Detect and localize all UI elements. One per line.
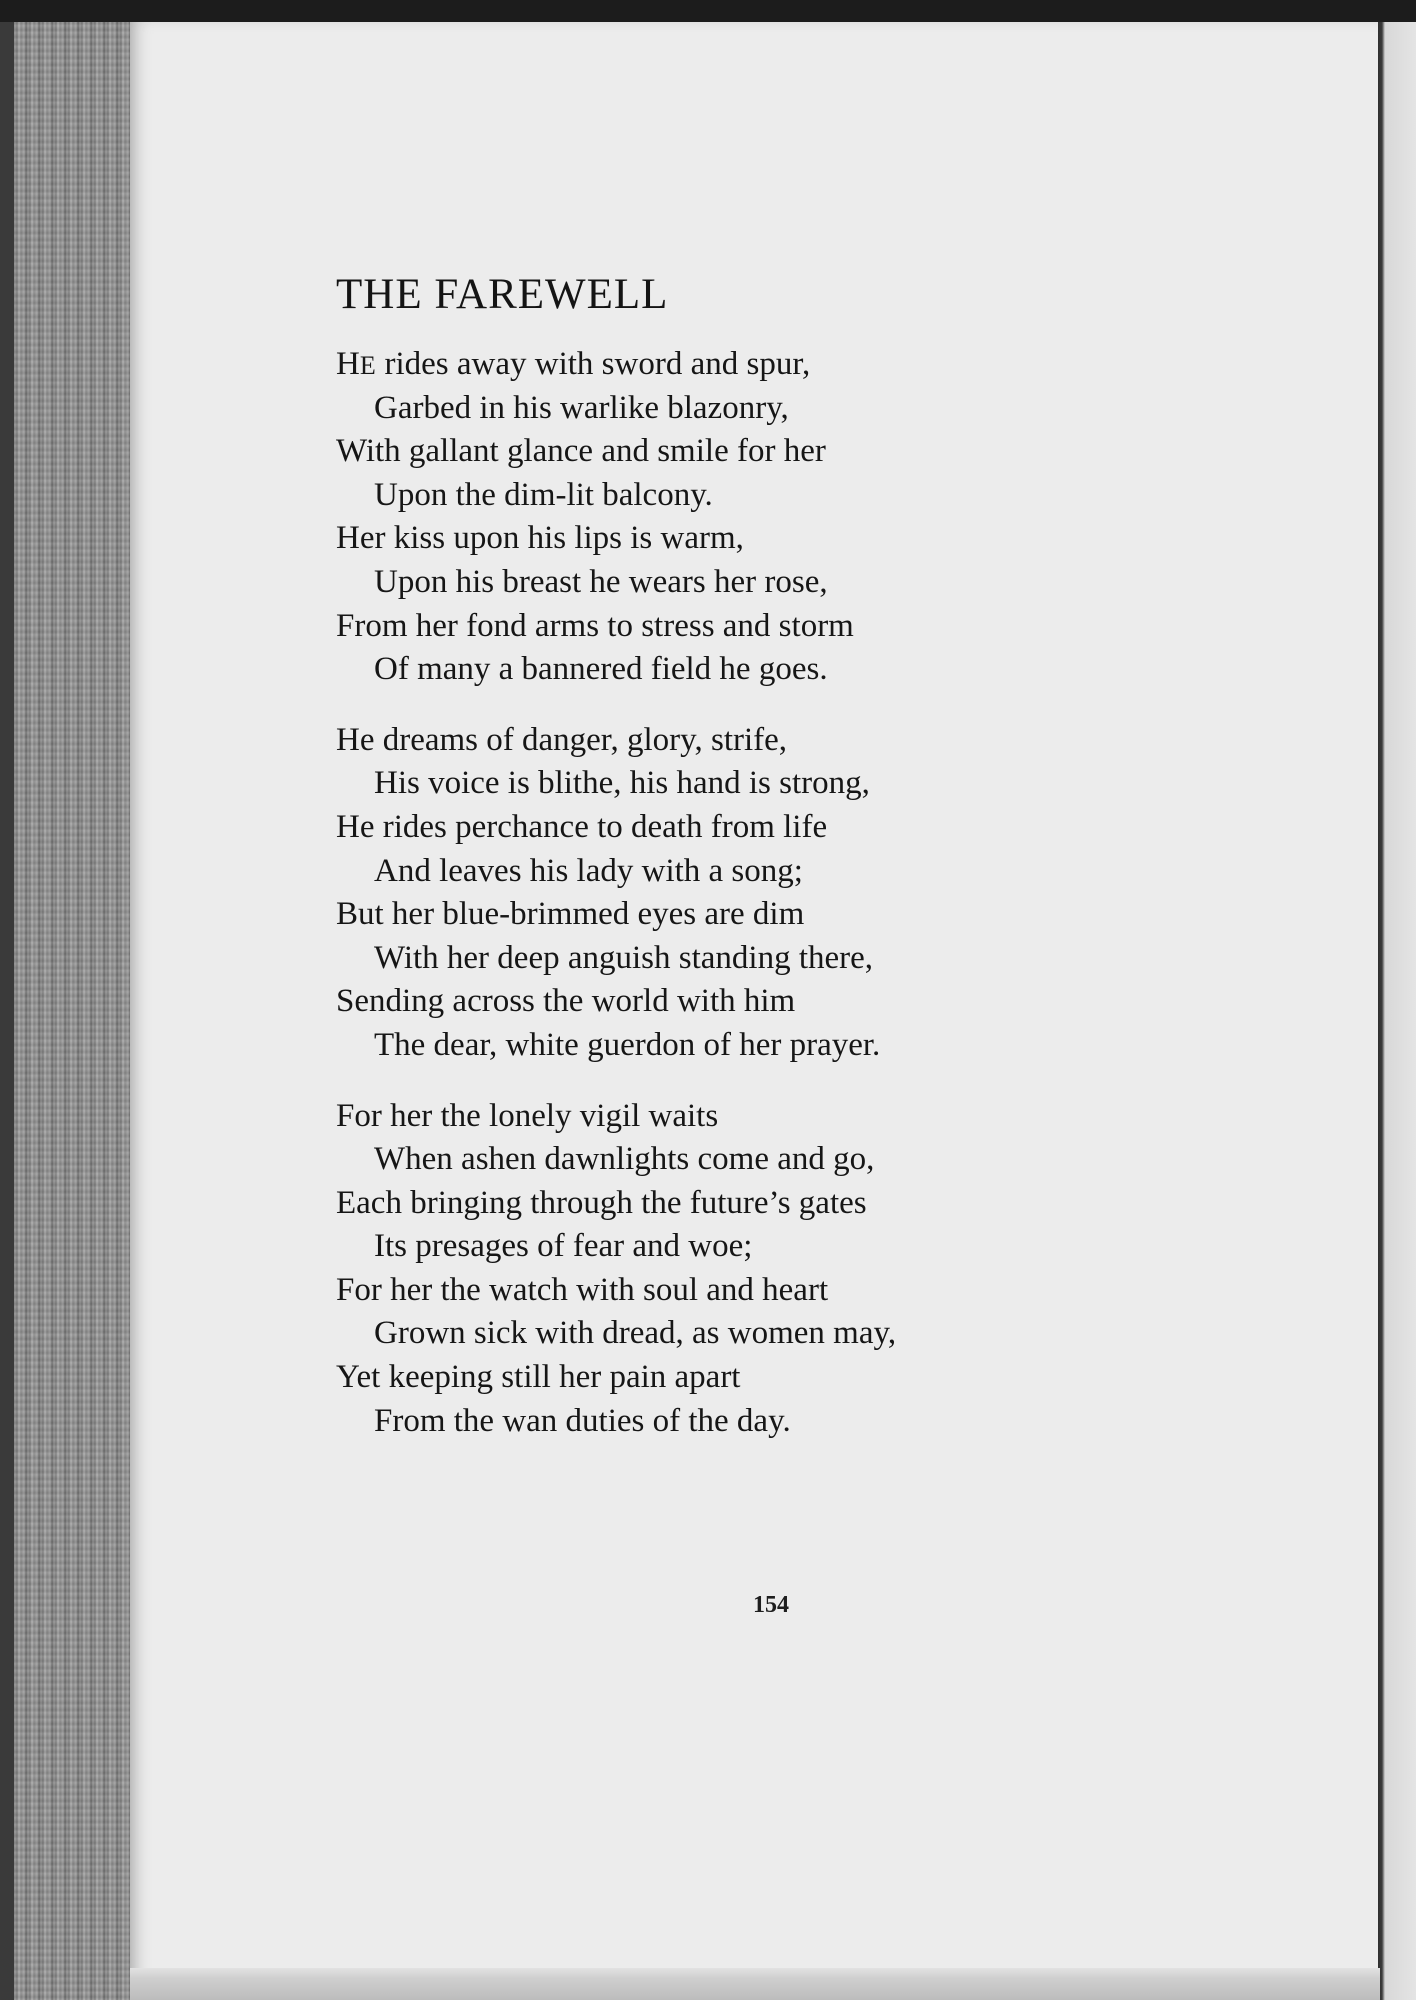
poem-line xyxy=(336,343,1096,387)
poem-line: From the wan duties of the day. xyxy=(374,1402,791,1439)
scan-left-border xyxy=(0,22,14,2000)
drop-initial: H xyxy=(336,346,360,382)
poem-line: His voice is blithe, his hand is strong, xyxy=(374,765,870,802)
poem-line: Yet keeping still her pain apart xyxy=(336,1359,741,1396)
stanza xyxy=(336,343,1096,692)
poem-body xyxy=(336,343,1096,1470)
poem-line: With gallant glance and smile for her xyxy=(336,433,826,470)
book-page-edges xyxy=(0,22,132,2000)
poem-line: From her fond arms to stress and storm xyxy=(336,607,854,644)
poem-line: With her deep anguish standing there, xyxy=(374,939,874,976)
poem-line: Of many a bannered field he goes. xyxy=(374,651,828,688)
poem-line: For her the lonely vigil waits xyxy=(336,1097,719,1134)
page-bottom-edge xyxy=(130,1968,1380,2000)
poem-title: THE FAREWELL xyxy=(336,271,669,318)
poem-line: Her kiss upon his lips is warm, xyxy=(336,520,744,557)
first-line-rest: rides away with sword and spur, xyxy=(376,346,811,382)
poem-line: The dear, white guerdon of her prayer. xyxy=(374,1026,881,1063)
poem-line: He dreams of danger, glory, strife, xyxy=(336,721,788,758)
poem-line: Each bringing through the future’s gates xyxy=(336,1184,867,1221)
poem-line: Grown sick with dread, as women may, xyxy=(374,1315,897,1352)
poem-line: When ashen dawnlights come and go, xyxy=(374,1141,875,1178)
book-gutter xyxy=(1378,22,1416,2000)
poem-line: Its presages of fear and woe; xyxy=(374,1228,753,1265)
poem-line: Upon the dim-lit balcony. xyxy=(374,476,713,513)
small-caps: E xyxy=(359,351,377,380)
stanza xyxy=(336,719,1096,1068)
poem-line: He rides perchance to death from life xyxy=(336,808,828,845)
poem-line: Garbed in his warlike blazonry, xyxy=(374,389,789,426)
poem-line: For her the watch with soul and heart xyxy=(336,1271,829,1308)
scan-top-border xyxy=(0,0,1416,22)
stanza xyxy=(336,1095,1096,1444)
poem-line: Sending across the world with him xyxy=(336,983,796,1020)
poem-line: But her blue-brimmed eyes are dim xyxy=(336,896,805,933)
poem-line: And leaves his lady with a song; xyxy=(374,852,803,889)
page-number: 154 xyxy=(753,1592,789,1618)
poem-line: Upon his breast he wears her rose, xyxy=(374,563,828,600)
